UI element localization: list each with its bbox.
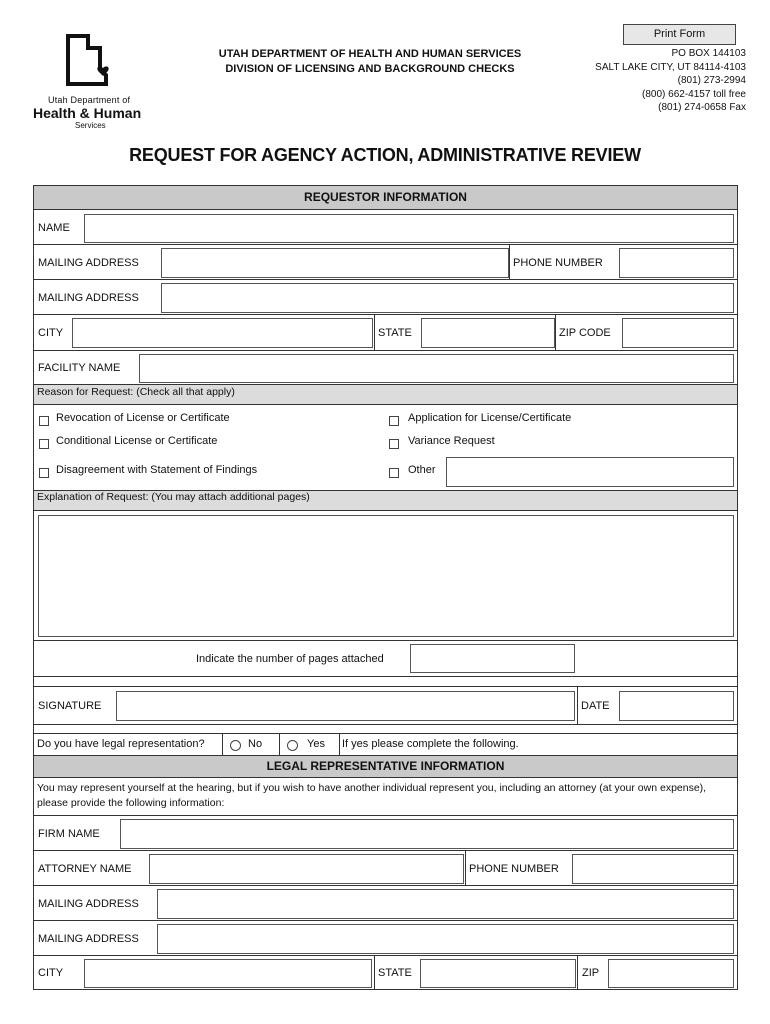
explanation-heading: Explanation of Request: (You may attach additional pages) [34,490,737,510]
radio-no-label: No [248,738,263,750]
explanation-row [34,510,737,641]
attorney-phone-input[interactable] [572,854,734,884]
checkbox-variance-label: Variance Request [408,435,495,447]
divider [374,956,375,990]
mailing-address-2-input[interactable] [161,283,734,313]
divider [222,734,223,756]
checkbox-conditional-label: Conditional License or Certificate [56,435,218,447]
attorney-row [34,850,737,886]
legal-note: You may represent yourself at the hearing, but if you wish to have another individual represent you, including an attorney (at your own expense), please provide the following information: [37,782,707,809]
phone-number-input[interactable] [619,248,734,278]
name-input[interactable] [84,214,734,243]
mailing-address-row [34,244,737,280]
legal-state-input[interactable] [420,959,576,988]
legal-state-label: STATE [378,967,412,979]
legal-city-label: CITY [38,967,64,979]
legal-mailing-address-2-row [34,920,737,956]
mailing-address-2-row [34,279,737,315]
address-po-box: PO BOX 144103 [671,48,746,59]
phone-number-label: PHONE NUMBER [513,257,603,269]
agency-logo [66,34,110,86]
pages-attached-input[interactable] [410,644,575,673]
city-input[interactable] [72,318,373,348]
explanation-textarea[interactable] [38,515,734,637]
divider [555,315,556,351]
legal-city-state-zip-row [34,955,737,990]
checkbox-disagreement[interactable] [39,468,49,478]
logo-text-line3: Services [75,121,106,130]
state-input[interactable] [421,318,555,348]
divider [279,734,280,756]
divider [465,851,466,886]
checkbox-other[interactable] [389,468,399,478]
facility-name-input[interactable] [139,354,734,383]
checkbox-revocation[interactable] [39,416,49,426]
address-tollfree: (800) 662-4157 toll free [642,88,746,100]
agency-address [595,47,746,115]
pages-attached-row [34,640,737,677]
checkbox-revocation-label: Revocation of License or Certificate [56,412,230,424]
state-label: STATE [378,327,412,339]
pages-attached-label: Indicate the number of pages attached [196,653,384,665]
checkbox-application-label: Application for License/Certificate [408,412,572,424]
logo-text-line2: Health & Human [33,105,142,121]
name-label: NAME [38,222,70,234]
city-state-zip-row [34,314,737,351]
request-form [33,185,738,990]
divider [577,956,578,990]
print-form-button[interactable]: Print Form [623,24,736,45]
other-reason-input[interactable] [446,457,734,487]
signature-input[interactable] [116,691,575,721]
if-yes-instruction: If yes please complete the following. [342,738,519,750]
legal-city-input[interactable] [84,959,372,988]
attorney-name-input[interactable] [149,854,464,884]
checkbox-conditional[interactable] [39,439,49,449]
signature-label: SIGNATURE [38,700,102,712]
reason-options [34,404,737,491]
attorney-phone-label: PHONE NUMBER [469,863,559,875]
mailing-address-input[interactable] [161,248,509,278]
legal-mailing-address-row [34,885,737,921]
firm-name-input[interactable] [120,819,734,849]
legal-representation-row [34,733,737,756]
divider [339,734,340,756]
address-city: SALT LAKE CITY, UT 84114-4103 [595,61,746,73]
legal-note-row [34,777,737,816]
zip-code-label: ZIP CODE [559,327,611,339]
date-input[interactable] [619,691,734,721]
legal-mailing-address-2-input[interactable] [157,924,734,954]
radio-yes-label: Yes [307,738,325,750]
divider [577,687,578,725]
attorney-name-label: ATTORNEY NAME [38,863,132,875]
legal-mailing-address-2-label: MAILING ADDRESS [38,933,139,945]
radio-yes[interactable] [287,740,298,751]
division-name: DIVISION OF LICENSING AND BACKGROUND CHECKS [225,63,515,75]
address-fax: (801) 274-0658 Fax [658,102,746,113]
checkbox-disagreement-label: Disagreement with Statement of Findings [56,464,258,476]
name-row [34,209,737,245]
checkbox-variance[interactable] [389,439,399,449]
firm-name-label: FIRM NAME [38,828,100,840]
divider [374,315,375,351]
divider [509,245,510,280]
mailing-address-label: MAILING ADDRESS [38,257,139,269]
radio-no[interactable] [230,740,241,751]
department-heading [180,47,560,77]
legal-zip-input[interactable] [608,959,734,988]
signature-row [34,686,737,725]
checkbox-application[interactable] [389,416,399,426]
legal-section-heading: LEGAL REPRESENTATIVE INFORMATION [34,755,737,778]
requestor-section-heading: REQUESTOR INFORMATION [34,186,737,209]
address-phone: (801) 273-2994 [677,75,746,86]
facility-name-row [34,350,737,385]
department-name: UTAH DEPARTMENT OF HEALTH AND HUMAN SERVICES [218,48,522,60]
reason-heading: Reason for Request: (Check all that apply) [34,384,737,404]
legal-representation-question: Do you have legal representation? [37,738,205,750]
legal-mailing-address-label: MAILING ADDRESS [38,898,139,910]
logo-text-line1: Utah Department of [48,95,131,105]
firm-name-row [34,815,737,851]
form-title: REQUEST FOR AGENCY ACTION, ADMINISTRATIVE REVIEW [129,145,641,165]
zip-code-input[interactable] [622,318,734,348]
legal-zip-label: ZIP [582,967,600,979]
legal-mailing-address-input[interactable] [157,889,734,919]
mailing-address-2-label: MAILING ADDRESS [38,292,139,304]
city-label: CITY [38,327,64,339]
facility-name-label: FACILITY NAME [38,362,121,374]
checkbox-other-label: Other [408,464,436,476]
date-label: DATE [581,700,610,712]
